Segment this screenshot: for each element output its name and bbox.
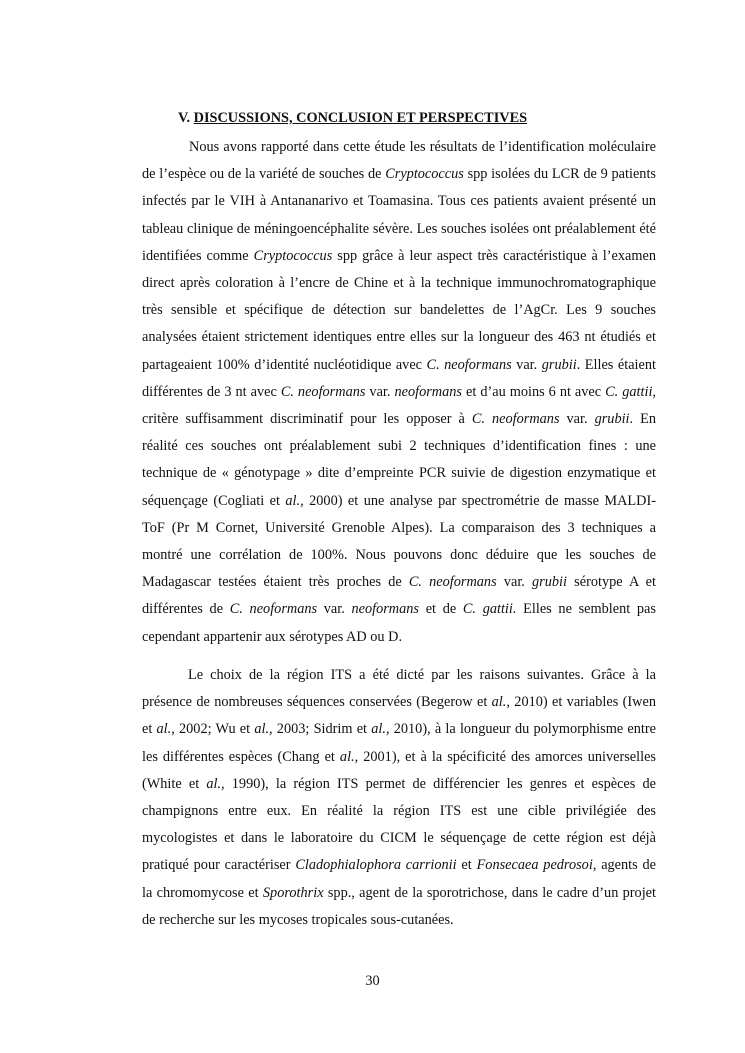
paragraph1-run: spp grâce à leur aspect très caractéristique à l’examen direct après coloration à l’encre de Chine et à la technique immunochromatographique très sensible et spécifique de détection sur bandelettes de l’AgCr. Les 9 souches analysées étaient strictement identiques entre elles sur la longueur des 463 nt étudiés et partageaient 100% d’identité nucléotidique avec bbox=[142, 247, 656, 373]
paragraph1-run: C. gattii bbox=[605, 383, 653, 400]
section-heading bbox=[178, 110, 527, 127]
paragraph2-run: 1990), la région ITS permet de différencier les genres et espèces de champignons entre eux. En réalité la région ITS est une cible privilégiée des mycologistes et dans le laboratoire du CICM le séquençage de cette région est déjà pratiqué pour caractériser bbox=[142, 775, 656, 874]
paragraph1-run: Cryptococcus bbox=[253, 247, 333, 264]
paragraph1-run: grubii bbox=[541, 356, 577, 373]
paragraph2-run: , 2003; Sidrim et bbox=[269, 721, 372, 738]
paragraph2-run: Fonsecaea pedrosoi bbox=[476, 857, 593, 874]
paragraph1-run: et d’au moins 6 nt avec bbox=[462, 383, 606, 400]
paragraph1-run: var. bbox=[511, 356, 542, 373]
paragraph1-run: var. bbox=[317, 601, 352, 618]
paragraph2-run: Cladophialophora carrionii bbox=[295, 857, 457, 874]
paragraph1-run: et de bbox=[419, 601, 463, 618]
paragraph1-run: Nous avons rapporté dans cette étude les résultats de l’identification moléculaire de l’espèce ou de la variété de souches de bbox=[142, 139, 656, 183]
paragraph1-run: var. bbox=[559, 411, 595, 428]
paragraph2-run: , 2001), et à la spécificité des amorces universelles (White et bbox=[142, 748, 656, 792]
paragraph1-run: al., bbox=[285, 492, 304, 509]
paragraph1-run: C. neoformans bbox=[229, 601, 318, 618]
paragraph2-run: al. bbox=[491, 694, 507, 711]
paragraph1-run: var. bbox=[365, 383, 395, 400]
paragraph2-run: , 2010) et variables (Iwen et bbox=[142, 694, 656, 738]
paragraph2-run: al., bbox=[206, 775, 225, 792]
paragraph1-run: 2000) et une analyse par spectrométrie de masse MALDI-ToF (Pr M Cornet, Université Grenoble Alpes). La comparaison des 3 techniques a montré une corrélation de 100%. Nous pouvons donc déduire que les souches de Madagascar testées étaient très proches de bbox=[142, 492, 656, 591]
section-title: DISCUSSIONS, CONCLUSION ET PERSPECTIVES bbox=[193, 110, 528, 126]
paragraph1-run: var. bbox=[496, 574, 533, 591]
paragraph1-run: sérotype A et différentes de bbox=[142, 574, 656, 618]
paragraph2-run: et bbox=[456, 857, 477, 874]
paragraph1-run: neoformans bbox=[351, 601, 419, 618]
paragraph2-run: Le choix de la région ITS a été dicté par les raisons suivantes. Grâce à la présence de nombreuses séquences conservées (Begerow et bbox=[142, 667, 656, 711]
paragraph1-run: grubii bbox=[594, 411, 630, 428]
paragraph1-run: C. neoformans bbox=[280, 383, 366, 400]
paragraph2-run: , agents de la chromomycose et bbox=[142, 857, 657, 901]
paragraph1-run: C. neoformans bbox=[408, 574, 497, 591]
paragraph1-run: C. neoformans bbox=[471, 411, 560, 428]
paragraph1-run: Elles ne semblent pas cependant appartenir aux sérotypes AD ou D. bbox=[142, 601, 656, 645]
paragraph2-run: al. bbox=[339, 748, 355, 765]
section-number: V. bbox=[178, 110, 194, 126]
paragraph1-run: , critère suffisamment discriminatif pour les opposer à bbox=[142, 383, 656, 428]
paragraph2-run: , 2010), à la longueur du polymorphisme entre les différentes espèces (Chang et bbox=[142, 721, 656, 765]
page-number: 30 bbox=[365, 973, 380, 989]
paragraph2-run: al. bbox=[156, 721, 172, 738]
paragraph1-run: neoformans bbox=[394, 383, 462, 400]
paragraph2-run: spp., agent de la sporotrichose, dans le cadre d’un projet de recherche sur les mycoses tropicales sous-cutanées. bbox=[142, 884, 656, 928]
paragraph2-run: Sporothrix bbox=[262, 884, 324, 901]
paragraph1-run: C. gattii. bbox=[462, 601, 517, 618]
paragraph1-run: grubii bbox=[532, 574, 567, 591]
paragraph1-run: C. neoformans bbox=[426, 356, 512, 373]
paragraph2-run: , 2002; Wu et bbox=[171, 721, 255, 738]
paragraph2-run: al. bbox=[254, 721, 270, 738]
paragraph-1 bbox=[142, 134, 656, 651]
paragraph1-run: . En réalité ces souches ont préalablement subi 2 techniques d’identification fines : une technique de « génotypage » dite d’empreinte PCR suivie de digestion enzymatique et séquençage (Cogliati et bbox=[142, 411, 657, 509]
paragraph1-run: . Elles étaient différentes de 3 nt avec bbox=[142, 356, 656, 400]
paragraph-2 bbox=[142, 662, 656, 934]
paragraph1-run: spp isolées du LCR de 9 patients infectés par le VIH à Antananarivo et Toamasina. Tous ces patients avaient présenté un tableau clinique de méningoencéphalite sévère. Les souches isolées ont préalablement été identifiées comme bbox=[142, 166, 656, 264]
paragraph2-run: al. bbox=[371, 721, 386, 738]
paragraph1-run: Cryptococcus bbox=[385, 166, 464, 183]
